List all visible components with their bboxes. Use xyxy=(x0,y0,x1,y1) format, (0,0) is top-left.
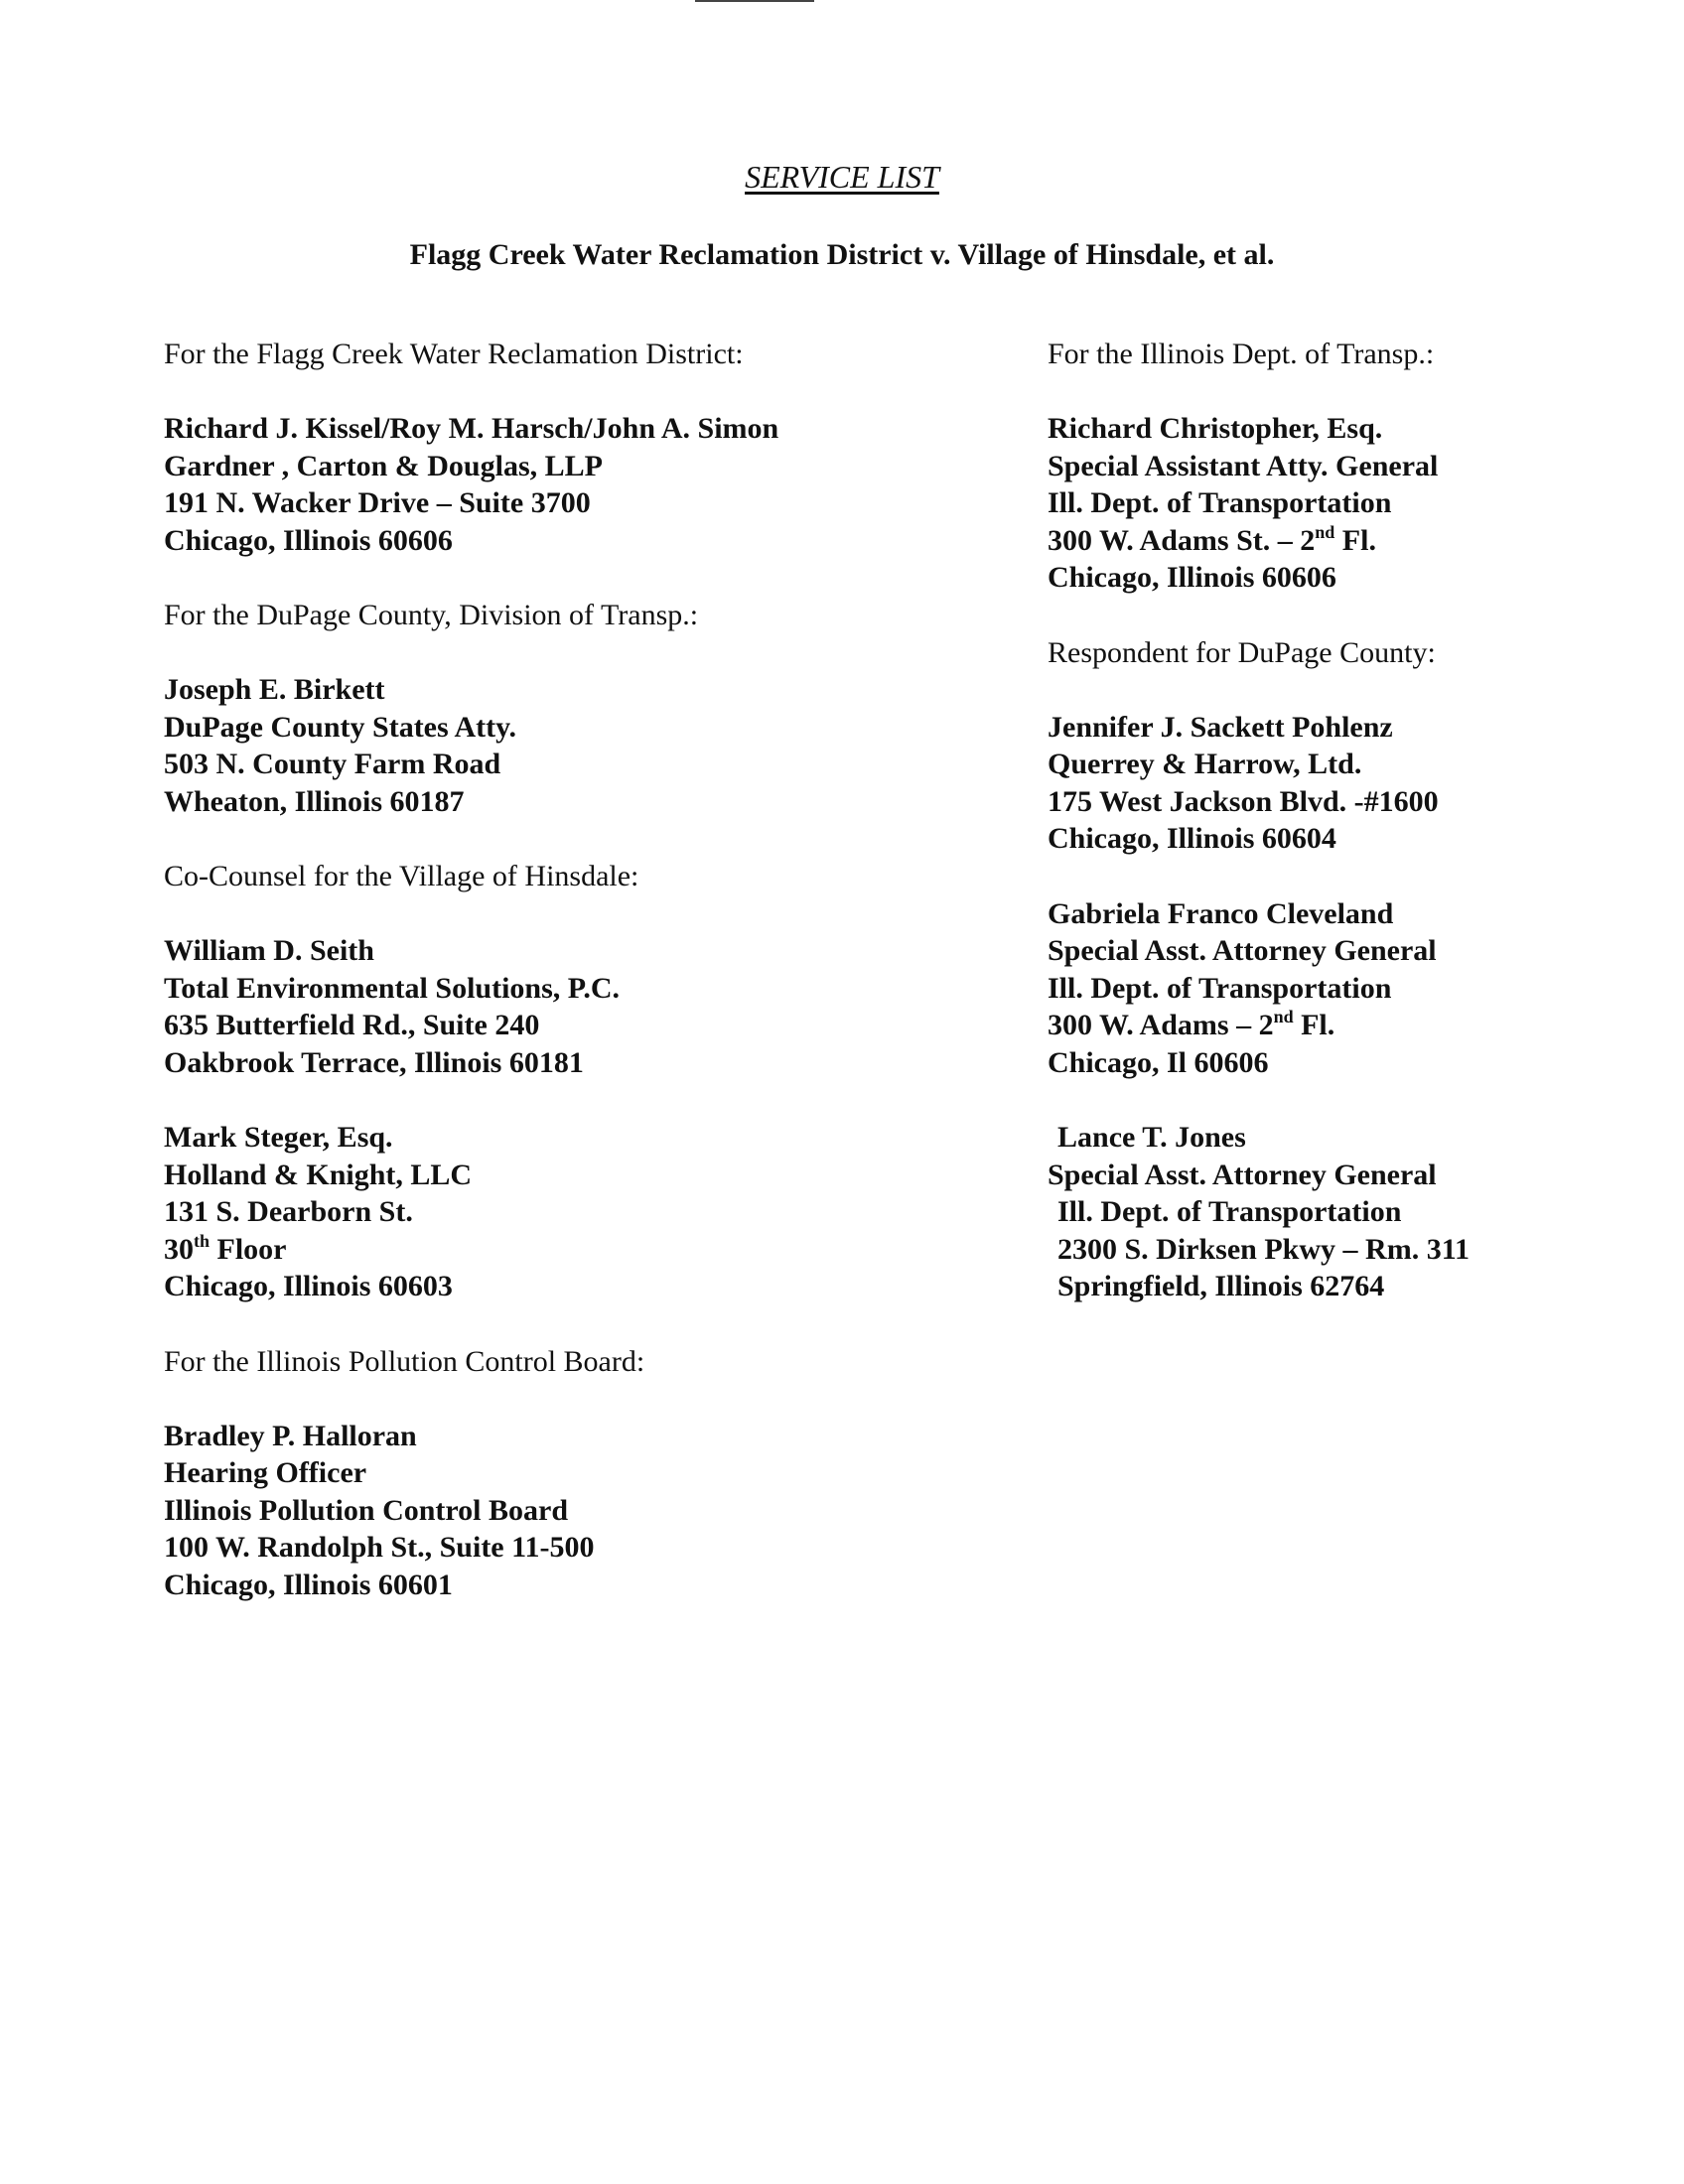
contact-address: 635 Butterfield Rd., Suite 240 xyxy=(164,1009,540,1041)
address-floor: Fl. xyxy=(1334,523,1376,557)
case-caption: Flagg Creek Water Reclamation District v. Village of Hinsdale, et al. xyxy=(409,238,1275,271)
contact-firm: Holland & Knight, LLC xyxy=(164,1158,473,1191)
right-column xyxy=(1048,336,1643,1343)
contact-address: 2300 S. Dirksen Pkwy – Rm. 311 xyxy=(1057,1232,1471,1266)
contact-title: Special Asst. Attorney General xyxy=(1048,1158,1437,1191)
contact-title: Special Asst. Attorney General xyxy=(1048,934,1437,967)
contact-city: Chicago, Illinois 60603 xyxy=(164,1270,453,1302)
party-label: Co-Counsel for the Village of Hinsdale: xyxy=(164,860,639,892)
contact-entry xyxy=(1048,709,1643,858)
contact-entry xyxy=(164,671,918,820)
contact-city: Wheaton, Illinois 60187 xyxy=(164,784,465,818)
ordinal-suffix: nd xyxy=(1315,521,1335,542)
contact-entry xyxy=(164,932,918,1081)
contact-entry xyxy=(1048,1119,1643,1305)
contact-floor xyxy=(164,1231,918,1269)
contact-city: Chicago, Illinois 60606 xyxy=(164,523,453,557)
contact-name: William D. Seith xyxy=(164,934,374,967)
contact-address: 100 W. Randolph St., Suite 11-500 xyxy=(164,1531,595,1564)
contact-address: 191 N. Wacker Drive – Suite 3700 xyxy=(164,486,591,519)
contact-name: Gabriela Franco Cleveland xyxy=(1048,896,1394,930)
contact-city: Chicago, Il 60606 xyxy=(1048,1045,1269,1079)
contact-address xyxy=(1048,1007,1643,1044)
contact-city: Springfield, Illinois 62764 xyxy=(1057,1270,1385,1302)
contact-title: Special Assistant Atty. General xyxy=(1048,449,1439,482)
contact-name: Jennifer J. Sackett Pohlenz xyxy=(1048,710,1393,744)
contact-address: 131 S. Dearborn St. xyxy=(164,1195,413,1228)
contact-firm: Querrey & Harrow, Ltd. xyxy=(1048,748,1362,780)
document-title: SERVICE LIST xyxy=(745,159,939,195)
contact-entry xyxy=(164,1119,918,1305)
address-text: 300 W. Adams St. – 2 xyxy=(1048,523,1316,557)
contact-firm: Ill. Dept. of Transportation xyxy=(1048,971,1392,1005)
contact-address: 503 N. County Farm Road xyxy=(164,748,501,780)
party-label: For the Illinois Pollution Control Board: xyxy=(164,1344,645,1378)
contact-entry xyxy=(1048,895,1643,1082)
contact-firm: Ill. Dept. of Transportation xyxy=(1057,1195,1402,1228)
contact-firm: Gardner , Carton & Douglas, LLP xyxy=(164,449,603,482)
contact-name: Bradley P. Halloran xyxy=(164,1419,417,1452)
contact-firm: Ill. Dept. of Transportation xyxy=(1048,486,1392,519)
left-column xyxy=(164,336,918,1641)
contact-city: Chicago, Illinois 60604 xyxy=(1048,822,1336,855)
party-label: For the DuPage County, Division of Transp.: xyxy=(164,599,699,631)
contact-name: Joseph E. Birkett xyxy=(164,673,385,706)
contact-name: Richard J. Kissel/Roy M. Harsch/John A. Simon xyxy=(164,412,779,445)
contact-city: Chicago, Illinois 60606 xyxy=(1048,561,1336,594)
ordinal-suffix: th xyxy=(194,1230,210,1251)
contact-entry xyxy=(1048,410,1643,597)
contact-address xyxy=(1048,522,1643,560)
contact-entry xyxy=(164,410,918,559)
address-text: 300 W. Adams – 2 xyxy=(1048,1009,1274,1041)
party-label: For the Illinois Dept. of Transp.: xyxy=(1048,338,1435,370)
contact-address: 175 West Jackson Blvd. -#1600 xyxy=(1048,784,1439,818)
party-label: Respondent for DuPage County: xyxy=(1048,635,1436,669)
contact-firm: Illinois Pollution Control Board xyxy=(164,1493,569,1527)
ordinal-suffix: nd xyxy=(1273,1007,1294,1026)
floor-text: Floor xyxy=(210,1232,287,1266)
contact-name: Richard Christopher, Esq. xyxy=(1048,412,1383,445)
contact-entry xyxy=(164,1418,918,1604)
contact-firm: DuPage County States Atty. xyxy=(164,710,517,744)
contact-city: Oakbrook Terrace, Illinois 60181 xyxy=(164,1045,584,1079)
contact-name: Lance T. Jones xyxy=(1057,1121,1246,1154)
party-label: For the Flagg Creek Water Reclamation District: xyxy=(164,338,744,370)
contact-title: Hearing Officer xyxy=(164,1456,367,1489)
contact-name: Mark Steger, Esq. xyxy=(164,1121,393,1154)
address-floor: Fl. xyxy=(1293,1009,1335,1041)
contact-firm: Total Environmental Solutions, P.C. xyxy=(164,971,621,1005)
scan-artifact-line xyxy=(695,0,814,2)
contact-city: Chicago, Illinois 60601 xyxy=(164,1568,453,1601)
floor-number: 30 xyxy=(164,1232,194,1266)
